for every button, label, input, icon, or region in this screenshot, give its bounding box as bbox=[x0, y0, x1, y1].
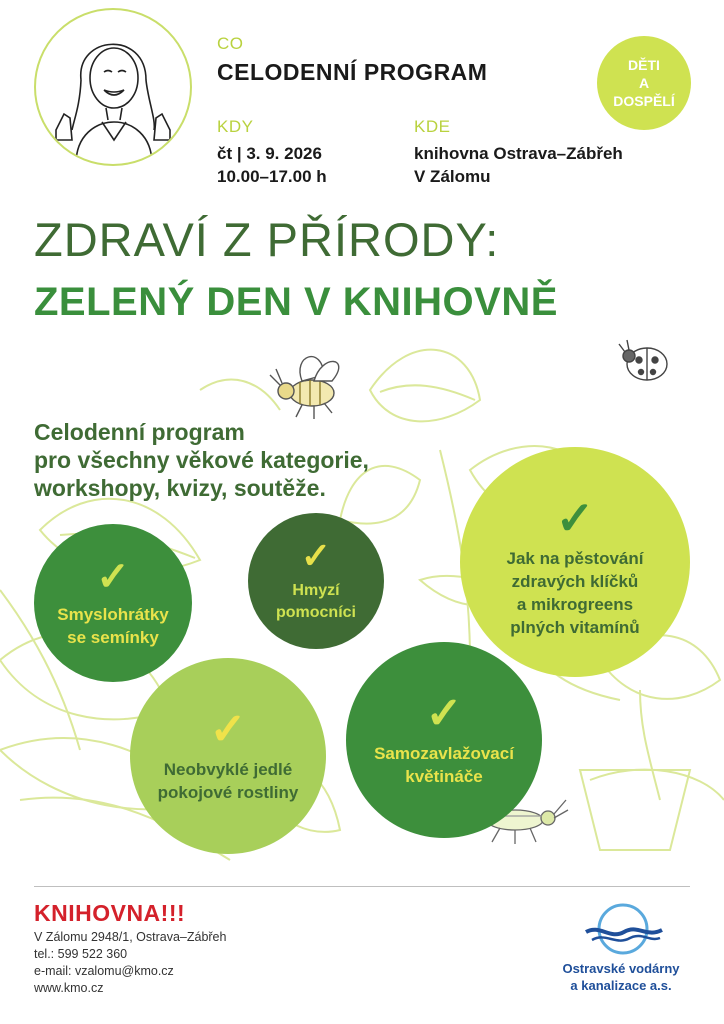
activity-line: Smyslohrátky bbox=[57, 605, 169, 624]
check-icon: ✓ bbox=[209, 705, 247, 754]
activity-circle-sprouts bbox=[460, 447, 690, 677]
activity-line: Neobvyklé jedlé bbox=[163, 760, 293, 779]
kde-line2: V Zálomu bbox=[414, 167, 491, 186]
activity-line: Hmyzí bbox=[292, 582, 340, 599]
activity-line: plných vitamínů bbox=[510, 618, 640, 637]
audience-badge bbox=[597, 36, 691, 130]
library-email[interactable]: e-mail: vzalomu@kmo.cz bbox=[34, 964, 174, 978]
activity-line: pomocníci bbox=[275, 604, 356, 621]
check-icon: ✓ bbox=[300, 535, 332, 576]
kdy-date: čt | 3. 9. 2026 bbox=[217, 144, 322, 163]
library-phone: tel.: 599 522 360 bbox=[34, 947, 128, 961]
main-subtitle: ZELENÝ DEN V KNIHOVNĚ bbox=[34, 280, 558, 324]
badge-line: A bbox=[638, 75, 650, 91]
activity-line: a mikrogreens bbox=[516, 595, 634, 614]
activity-circle-plants bbox=[130, 658, 326, 854]
sponsor-name bbox=[548, 960, 694, 994]
portrait-icon bbox=[36, 10, 190, 164]
intro-text bbox=[34, 418, 369, 502]
kde-label: KDE bbox=[414, 117, 451, 136]
bee-icon bbox=[262, 345, 358, 425]
activity-line: Jak na pěstování bbox=[506, 549, 644, 568]
main-title: ZDRAVÍ Z PŘÍRODY: bbox=[34, 213, 500, 266]
activity-line: pokojové rostliny bbox=[157, 783, 299, 802]
kdy-label: KDY bbox=[217, 117, 254, 136]
footer-divider bbox=[34, 886, 690, 887]
check-icon: ✓ bbox=[96, 555, 130, 599]
sponsor-line: a kanalizace a.s. bbox=[570, 978, 672, 993]
co-label: CO bbox=[217, 34, 244, 53]
ladybug-icon bbox=[615, 330, 675, 390]
kde-line1: knihovna Ostrava–Zábřeh bbox=[414, 144, 623, 163]
badge-line: DĚTI bbox=[628, 57, 660, 73]
check-icon: ✓ bbox=[555, 492, 595, 544]
activity-circle-pots bbox=[346, 642, 542, 838]
library-brand: KNIHOVNA!!! bbox=[34, 900, 186, 926]
sponsor-line: Ostravské vodárny bbox=[562, 961, 680, 976]
activity-circle-seeds bbox=[34, 524, 192, 682]
activity-line: Samozavlažovací bbox=[374, 744, 514, 763]
intro-line: Celodenní program bbox=[34, 419, 245, 445]
badge-line: DOSPĚLÍ bbox=[613, 93, 675, 109]
library-web[interactable]: www.kmo.cz bbox=[34, 981, 104, 995]
library-contact bbox=[34, 929, 226, 997]
activity-circle-insects bbox=[248, 513, 384, 649]
activity-line: zdravých klíčků bbox=[511, 572, 639, 591]
activity-line: květináče bbox=[405, 767, 483, 786]
activity-line: se semínky bbox=[67, 628, 159, 647]
library-address: V Zálomu 2948/1, Ostrava–Zábřeh bbox=[34, 930, 227, 944]
check-icon: ✓ bbox=[425, 689, 463, 738]
intro-line: workshopy, kvizy, soutěže. bbox=[34, 475, 326, 501]
portrait-illustration bbox=[34, 8, 192, 166]
ovak-logo-icon bbox=[580, 902, 666, 956]
intro-line: pro všechny věkové kategorie, bbox=[34, 447, 369, 473]
co-value: CELODENNÍ PROGRAM bbox=[217, 59, 488, 85]
kdy-time: 10.00–17.00 h bbox=[217, 167, 327, 186]
